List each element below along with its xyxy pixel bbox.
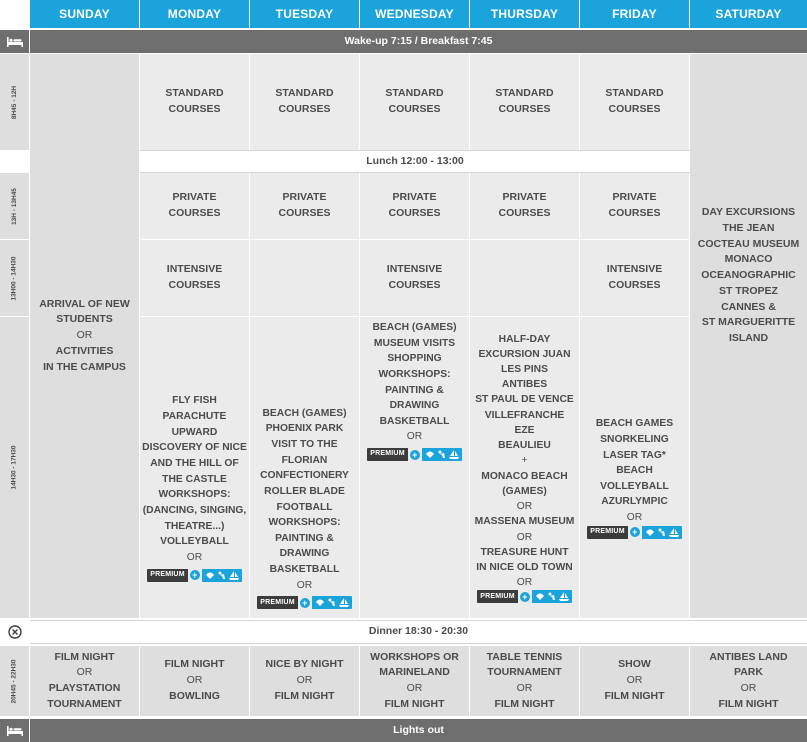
monday-intensive-courses: INTENSIVE COURSES (140, 240, 249, 316)
climber-icon (217, 571, 227, 580)
parachute-icon (425, 450, 435, 459)
thursday-standard-courses: STANDARD COURSES (470, 54, 579, 150)
premium-badge: PREMIUM + (477, 590, 571, 603)
dinner-bar: Dinner 18:30 - 20:30 (30, 620, 807, 644)
tuesday-private-courses: PRIVATE COURSES (250, 173, 359, 239)
header-friday: FRIDAY (580, 0, 689, 28)
climber-icon (657, 528, 667, 537)
climber-icon (327, 598, 337, 607)
premium-badge: PREMIUM + (147, 569, 241, 582)
friday-standard-courses: STANDARD COURSES (580, 54, 689, 150)
time-morning: 8H45 - 12H (0, 54, 29, 150)
wednesday-evening: WORKSHOPS OR MARINELAND OR FILM NIGHT (360, 646, 469, 716)
plus-icon: + (300, 598, 310, 608)
sunday-evening: FILM NIGHT OR PLAYSTATION TOURNAMENT (30, 646, 139, 716)
monday-private-courses: PRIVATE COURSES (140, 173, 249, 239)
header-wednesday: WEDNESDAY (360, 0, 469, 28)
climber-icon (437, 450, 447, 459)
thursday-empty-slot (470, 240, 579, 316)
wednesday-standard-courses: STANDARD COURSES (360, 54, 469, 150)
monday-standard-courses: STANDARD COURSES (140, 54, 249, 150)
plus-icon: + (520, 592, 530, 602)
bed-icon (6, 725, 24, 737)
parachute-icon (205, 571, 215, 580)
sailboat-icon (559, 592, 569, 601)
parachute-icon (645, 528, 655, 537)
sailboat-icon (669, 528, 679, 537)
parachute-icon (315, 598, 325, 607)
header-monday: MONDAY (140, 0, 249, 28)
friday-intensive-courses: INTENSIVE COURSES (580, 240, 689, 316)
sailboat-icon (449, 450, 459, 459)
plus-icon: + (630, 527, 640, 537)
monday-evening: FILM NIGHT OR BOWLING (140, 646, 249, 716)
premium-badge: PREMIUM + (367, 448, 461, 461)
tuesday-afternoon-activities: BEACH (GAMES) PHOENIX PARK VISIT TO THE FLORIAN CONFECTIONERY ROLLER BLADE FOOTBALL WORKSHOPS: PAINTING & DRAWING BASKETBALL OR PREMIUM + (250, 317, 359, 618)
lights-icon-box (0, 719, 29, 742)
thursday-afternoon-activities: HALF-DAY EXCURSION JUAN LES PINS ANTIBES ST PAUL DE VENCE VILLEFRANCHE EZE BEAULIEU + MONACO BEACH (GAMES) OR MASSENA MUSEUM OR TREASURE HUNT IN NICE OLD TOWN OR PREMIUM + (470, 317, 579, 618)
premium-badge: PREMIUM + (587, 526, 681, 539)
lunch-bar: Lunch 12:00 - 13:00 (140, 150, 690, 173)
thursday-evening: TABLE TENNIS TOURNAMENT OR FILM NIGHT (470, 646, 579, 716)
parachute-icon (535, 592, 545, 601)
bed-icon (6, 36, 24, 48)
tuesday-evening: NICE BY NIGHT OR FILM NIGHT (250, 646, 359, 716)
wednesday-intensive-courses: INTENSIVE COURSES (360, 240, 469, 316)
saturday-excursions: DAY EXCURSIONS THE JEAN COCTEAU MUSEUM MONACO OCEANOGRAPHIC ST TROPEZ CANNES & ST MARGUERITTE ISLAND (690, 54, 807, 618)
sailboat-icon (339, 598, 349, 607)
header-sunday: SUNDAY (30, 0, 139, 28)
header-saturday: SATURDAY (690, 0, 807, 28)
header-thursday: THURSDAY (470, 0, 579, 28)
friday-afternoon-activities: BEACH GAMES SNORKELING LASER TAG* BEACH VOLLEYBALL AZURLYMPIC OR PREMIUM + (580, 317, 689, 618)
saturday-evening: ANTIBES LAND PARK OR FILM NIGHT (690, 646, 807, 716)
plus-icon: + (410, 450, 420, 460)
sailboat-icon (229, 571, 239, 580)
cutlery-icon (8, 625, 22, 639)
time-intensive: 13H00 - 14H30 (0, 240, 29, 316)
lights-out-bar: Lights out (30, 719, 807, 742)
dinner-icon-box (0, 620, 29, 644)
premium-badge: PREMIUM + (257, 596, 351, 609)
wednesday-afternoon-activities: BEACH (GAMES) MUSEUM VISITS SHOPPING WORKSHOPS: PAINTING & DRAWING BASKETBALL OR PREMIUM + (360, 317, 469, 618)
time-afternoon: 14H30 - 17H30 (0, 317, 29, 618)
wakeup-bar: Wake-up 7:15 / Breakfast 7:45 (30, 30, 807, 53)
friday-private-courses: PRIVATE COURSES (580, 173, 689, 239)
header-tuesday: TUESDAY (250, 0, 359, 28)
tuesday-standard-courses: STANDARD COURSES (250, 54, 359, 150)
monday-afternoon-activities: FLY FISH PARACHUTE UPWARD DISCOVERY OF NICE AND THE HILL OF THE CASTLE WORKSHOPS: (DANCING, SINGING, THEATRE...) VOLLEYBALL OR PREMIUM + (140, 317, 249, 618)
sunday-arrival: ARRIVAL OF NEW STUDENTS OR ACTIVITIES IN THE CAMPUS (30, 54, 139, 618)
tuesday-empty-slot (250, 240, 359, 316)
time-private: 13H - 13H45 (0, 173, 29, 239)
plus-icon: + (190, 570, 200, 580)
time-evening: 20H45 - 22H30 (0, 646, 29, 716)
wakeup-icon-box (0, 30, 29, 53)
friday-evening: SHOW OR FILM NIGHT (580, 646, 689, 716)
thursday-private-courses: PRIVATE COURSES (470, 173, 579, 239)
wednesday-private-courses: PRIVATE COURSES (360, 173, 469, 239)
climber-icon (547, 592, 557, 601)
